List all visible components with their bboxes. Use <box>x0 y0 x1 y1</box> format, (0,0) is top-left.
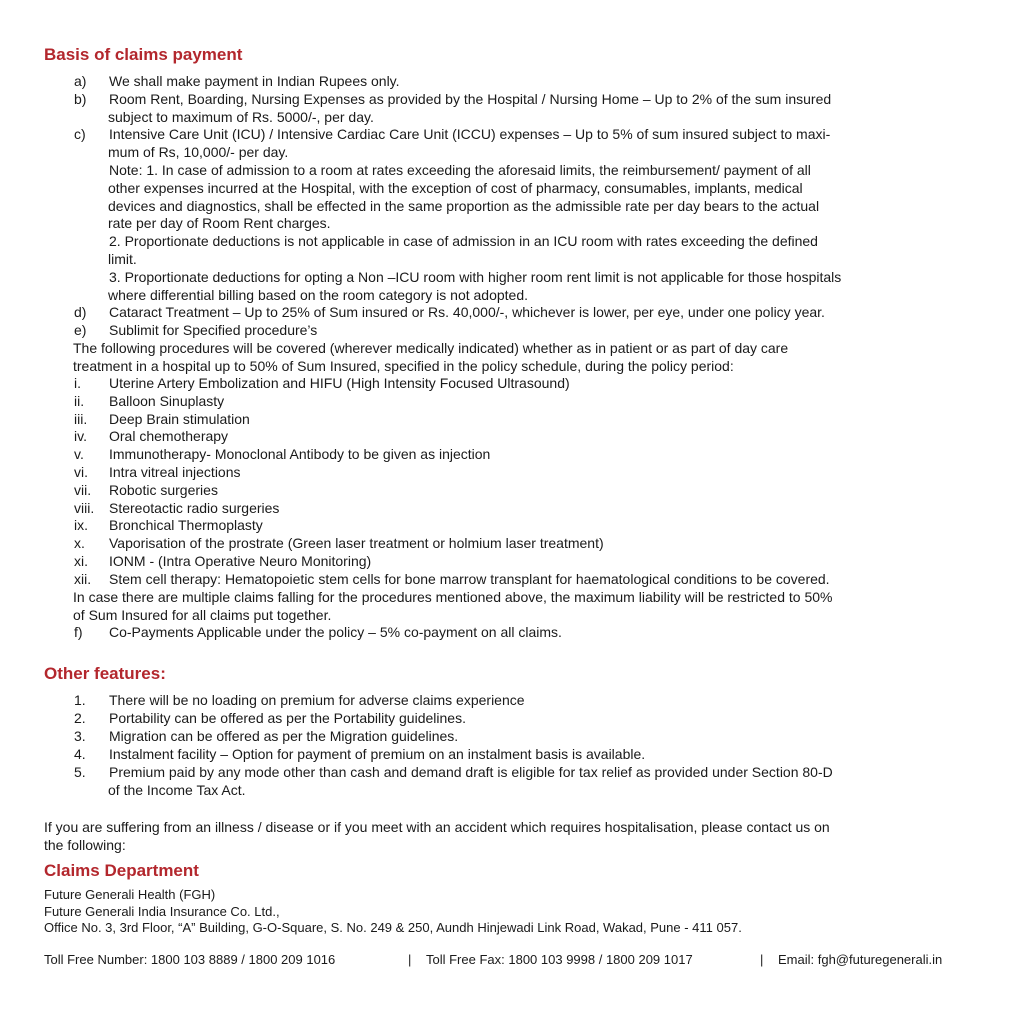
paragraph-text: The following procedures will be covered (wherever medically indicated) whether as in patient or as part of day care <box>73 340 789 356</box>
section-heading-claims-department: Claims Department <box>44 861 199 880</box>
list-text: Migration can be offered as per the Migration guidelines. <box>109 728 459 744</box>
list-label: viii. <box>74 499 95 516</box>
paragraph-text: treatment in a hospital up to 50% of Sum Insured, specified in the policy schedule, during the policy period: <box>73 358 734 374</box>
list-text: Oral chemotherapy <box>109 428 229 445</box>
list-text: Co-Payments Applicable under the policy – 5% co-payment on all claims. <box>109 624 562 640</box>
list-text: Stem cell therapy: Hematopoietic stem cells for bone marrow transplant for haematological conditions to be covered. <box>109 570 830 587</box>
section-heading-basis: Basis of claims payment <box>44 45 243 64</box>
list-label: 5. <box>74 764 86 780</box>
list-text: Bronchical Thermoplasty <box>109 517 263 534</box>
section-heading-other-features: Other features: <box>44 664 166 683</box>
list-text: Intra vitreal injections <box>109 464 241 480</box>
list-label: ix. <box>74 517 88 534</box>
list-text: Portability can be offered as per the Portability guidelines. <box>109 710 466 726</box>
list-text: Deep Brain stimulation <box>109 410 250 427</box>
list-text: Immunotherapy- Monoclonal Antibody to be given as injection <box>109 446 491 463</box>
list-label: x. <box>74 535 85 552</box>
list-text: subject to maximum of Rs. 5000/-, per day. <box>108 109 374 125</box>
list-text: Instalment facility – Option for payment of premium on an instalment basis is available. <box>109 746 646 762</box>
list-label: 1. <box>74 692 86 708</box>
email-link[interactable]: Email: fgh@futuregenerali.in <box>778 952 943 967</box>
list-label: f) <box>74 624 83 640</box>
separator: | <box>760 952 764 967</box>
address-text: Office No. 3, 3rd Floor, “A” Building, G-O-Square, S. No. 249 & 250, Aundh Hinjewadi Link Road, Wakad, Pune - 411 057. <box>44 920 742 935</box>
list-label: c) <box>74 126 86 142</box>
note-text: 2. Proportionate deductions is not applicable in case of admission in an ICU room with rates exceeding the defined <box>109 233 818 249</box>
list-text: There will be no loading on premium for adverse claims experience <box>109 692 525 708</box>
paragraph-text: the following: <box>44 837 126 853</box>
list-label: e) <box>74 322 87 338</box>
paragraph-text: If you are suffering from an illness / disease or if you meet with an accident which requires hospitalisation, please contact us on <box>44 819 830 835</box>
list-label: vii. <box>74 481 92 498</box>
address-text: Future Generali India Insurance Co. Ltd., <box>44 904 280 919</box>
list-text: Robotic surgeries <box>109 481 218 498</box>
note-text: other expenses incurred at the Hospital, with the exception of cost of pharmacy, consumables, implants, medical <box>108 180 803 196</box>
note-text: Note: 1. In case of admission to a room at rates exceeding the aforesaid limits, the reimbursement/ payment of all <box>109 162 811 178</box>
separator: | <box>408 952 412 967</box>
list-label: 4. <box>74 746 86 762</box>
paragraph-text: of Sum Insured for all claims put together. <box>73 607 332 623</box>
note-text: devices and diagnostics, shall be effected in the same proportion as the admissible rate per day bears to the actual <box>108 198 820 214</box>
note-text: where differential billing based on the room category is not adopted. <box>108 287 529 303</box>
note-text: 3. Proportionate deductions for opting a Non –ICU room with higher room rent limit is not applicable for those hospitals <box>109 269 842 285</box>
list-label: v. <box>74 446 84 463</box>
list-text: Balloon Sinuplasty <box>109 392 225 409</box>
list-text: of the Income Tax Act. <box>108 782 246 798</box>
list-label: vi. <box>74 464 88 480</box>
list-text: mum of Rs, 10,000/- per day. <box>108 144 289 160</box>
note-text: limit. <box>108 251 137 267</box>
toll-free-fax: Toll Free Fax: 1800 103 9998 / 1800 209 1017 <box>426 952 693 967</box>
list-text: Vaporisation of the prostrate (Green laser treatment or holmium laser treatment) <box>109 535 604 552</box>
list-label: b) <box>74 91 87 107</box>
list-text: Room Rent, Boarding, Nursing Expenses as provided by the Hospital / Nursing Home – Up to 2% of the sum insured <box>109 91 832 107</box>
list-text: Premium paid by any mode other than cash and demand draft is eligible for tax relief as provided under Section 80-D <box>109 764 833 780</box>
list-label: 2. <box>74 710 86 726</box>
list-label: a) <box>74 73 87 89</box>
list-text: Uterine Artery Embolization and HIFU (High Intensity Focused Ultrasound) <box>109 375 570 391</box>
list-label: i. <box>74 375 81 391</box>
paragraph-text: In case there are multiple claims falling for the procedures mentioned above, the maximum liability will be restricted to 50% <box>73 589 833 605</box>
list-text: Cataract Treatment – Up to 25% of Sum insured or Rs. 40,000/-, whichever is lower, per eye, under one policy year. <box>109 304 825 320</box>
toll-free-number: Toll Free Number: 1800 103 8889 / 1800 209 1016 <box>44 952 336 967</box>
list-text: We shall make payment in Indian Rupees only. <box>109 73 400 89</box>
note-text: rate per day of Room Rent charges. <box>108 215 331 231</box>
list-label: xi. <box>74 553 88 569</box>
list-label: d) <box>74 304 87 320</box>
list-label: iv. <box>74 428 87 445</box>
list-label: ii. <box>74 392 85 409</box>
list-text: Intensive Care Unit (ICU) / Intensive Cardiac Care Unit (ICCU) expenses – Up to 5% of sum insured subject to maxi- <box>109 126 831 142</box>
list-text: Stereotactic radio surgeries <box>109 499 280 516</box>
address-text: Future Generali Health (FGH) <box>44 887 216 902</box>
list-label: xii. <box>74 570 92 587</box>
list-label: 3. <box>74 728 86 744</box>
list-text: IONM - (Intra Operative Neuro Monitoring) <box>109 553 372 569</box>
list-text: Sublimit for Specified procedure’s <box>109 322 318 338</box>
list-label: iii. <box>74 410 88 427</box>
